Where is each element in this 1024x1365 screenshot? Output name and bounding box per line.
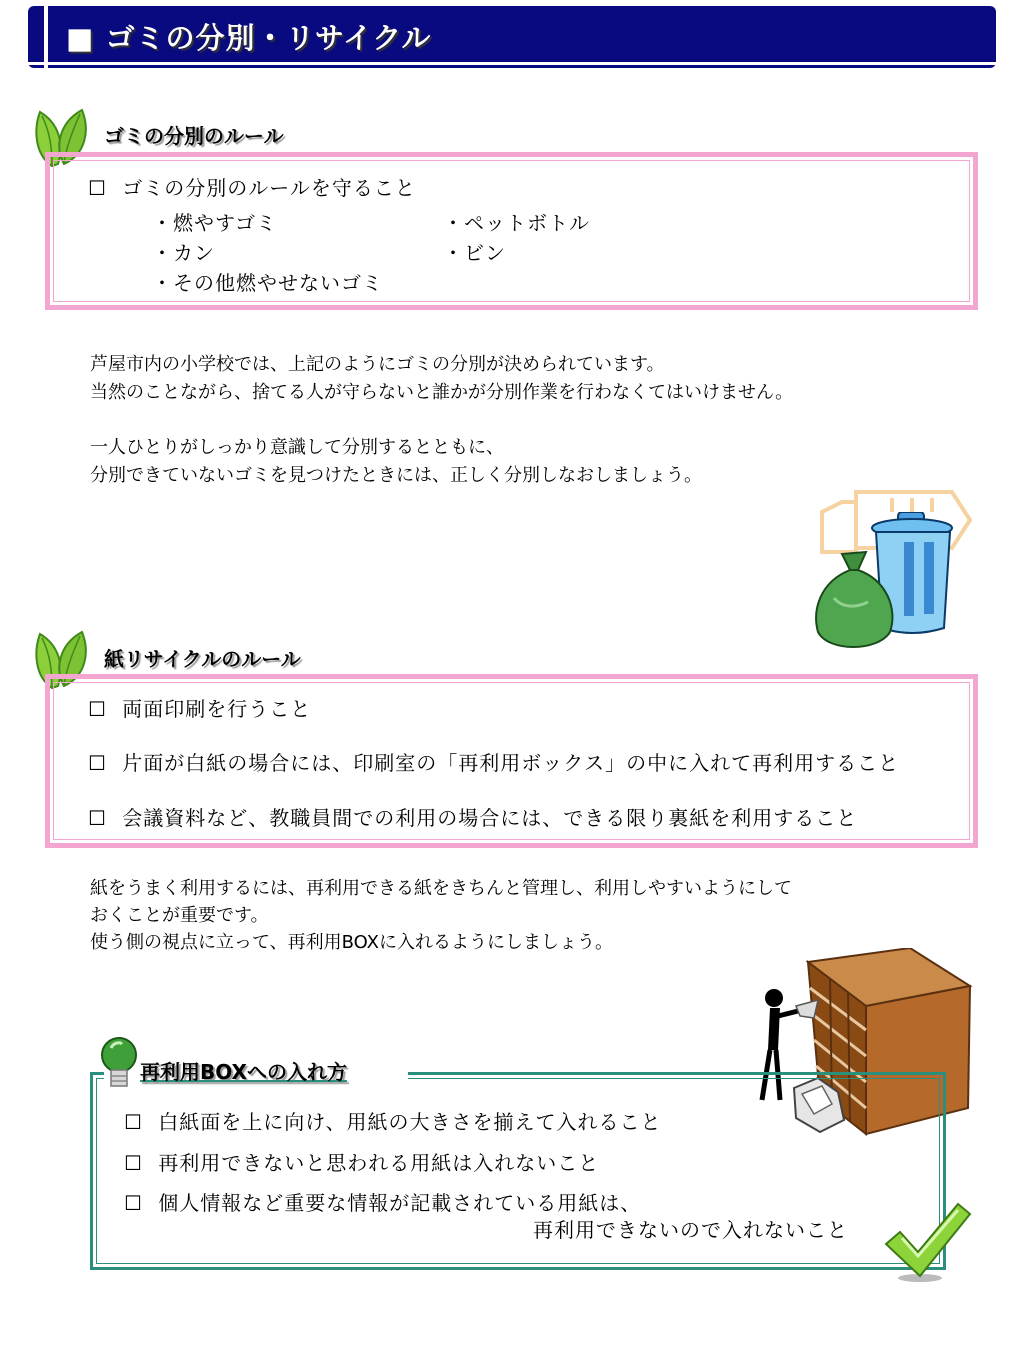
section-title-paper: 紙リサイクルのルール (104, 647, 301, 671)
lightbulb-icon (100, 1036, 138, 1094)
list-item: ・ビン (443, 241, 506, 265)
paper-rule (88, 802, 857, 831)
paper-rule-text: 会議資料など、教職員間での利用の場合には、できる限り裏紙を利用すること (122, 806, 858, 830)
paper-rule-text: 片面が白紙の場合には、印刷室の「再利用ボックス」の中に入れて再利用すること (122, 751, 900, 775)
paragraph-line: 紙をうまく利用するには、再利用できる紙をきちんと管理し、利用しやすいようにして (90, 878, 792, 899)
page-title: ■ ゴミの分別・リサイクル (66, 21, 432, 55)
checkbox-icon: ☐ (88, 751, 107, 775)
checkbox-icon: ☐ (88, 176, 107, 200)
paragraph-line: 一人ひとりがしっかり意識して分別するとともに、 (90, 437, 504, 458)
reuse-rule (124, 1187, 641, 1216)
paragraph-line: 使う側の視点に立って、再利用BOXに入れるようにしましょう。 (90, 932, 614, 953)
checkmark-icon (882, 1200, 972, 1284)
reuse-rule (124, 1147, 599, 1176)
checkbox-icon: ☐ (88, 697, 107, 721)
paper-rule (88, 693, 311, 722)
reuse-rule-text: 再利用できないと思われる用紙は入れないこと (158, 1151, 600, 1175)
section-title-reuse-box: 再利用BOXへの入れ方 (140, 1060, 347, 1084)
paragraph-line: 当然のことながら、捨てる人が守らないと誰かが分別作業を行わなくてはいけません。 (90, 382, 794, 403)
sorting-rule-text: ゴミの分別のルールを守ること (122, 176, 416, 200)
paper-rule (88, 747, 899, 776)
header-stripe (44, 6, 48, 68)
paragraph-line: 分別できていないゴミを見つけたときには、正しく分別しなおしましょう。 (90, 465, 702, 486)
paragraph-line: 芦屋市内の小学校では、上記のようにゴミの分別が決められています。 (90, 354, 665, 375)
paragraph-line: おくことが重要です。 (90, 905, 269, 926)
sorting-rule (88, 172, 416, 201)
garbage-bag-icon (812, 548, 896, 654)
list-item: ・カン (152, 241, 215, 265)
list-item: ・燃やすゴミ (152, 211, 277, 235)
checkbox-icon: ☐ (88, 806, 107, 830)
header-underline (28, 62, 996, 65)
reuse-rule-continuation: 再利用できないので入れないこと (533, 1218, 848, 1242)
checkbox-icon: ☐ (124, 1110, 143, 1134)
section-title-sorting: ゴミの分別のルール (104, 124, 284, 148)
header-banner (28, 6, 996, 68)
reuse-rule (124, 1106, 662, 1135)
checkbox-icon: ☐ (124, 1191, 143, 1215)
checkbox-icon: ☐ (124, 1151, 143, 1175)
paper-rule-text: 両面印刷を行うこと (122, 697, 312, 721)
reuse-rule-text: 個人情報など重要な情報が記載されている用紙は、 (158, 1191, 642, 1215)
reuse-rule-text: 白紙面を上に向け、用紙の大きさを揃えて入れること (158, 1110, 662, 1134)
list-item: ・その他燃やせないゴミ (152, 271, 383, 295)
list-item: ・ペットボトル (443, 211, 590, 235)
